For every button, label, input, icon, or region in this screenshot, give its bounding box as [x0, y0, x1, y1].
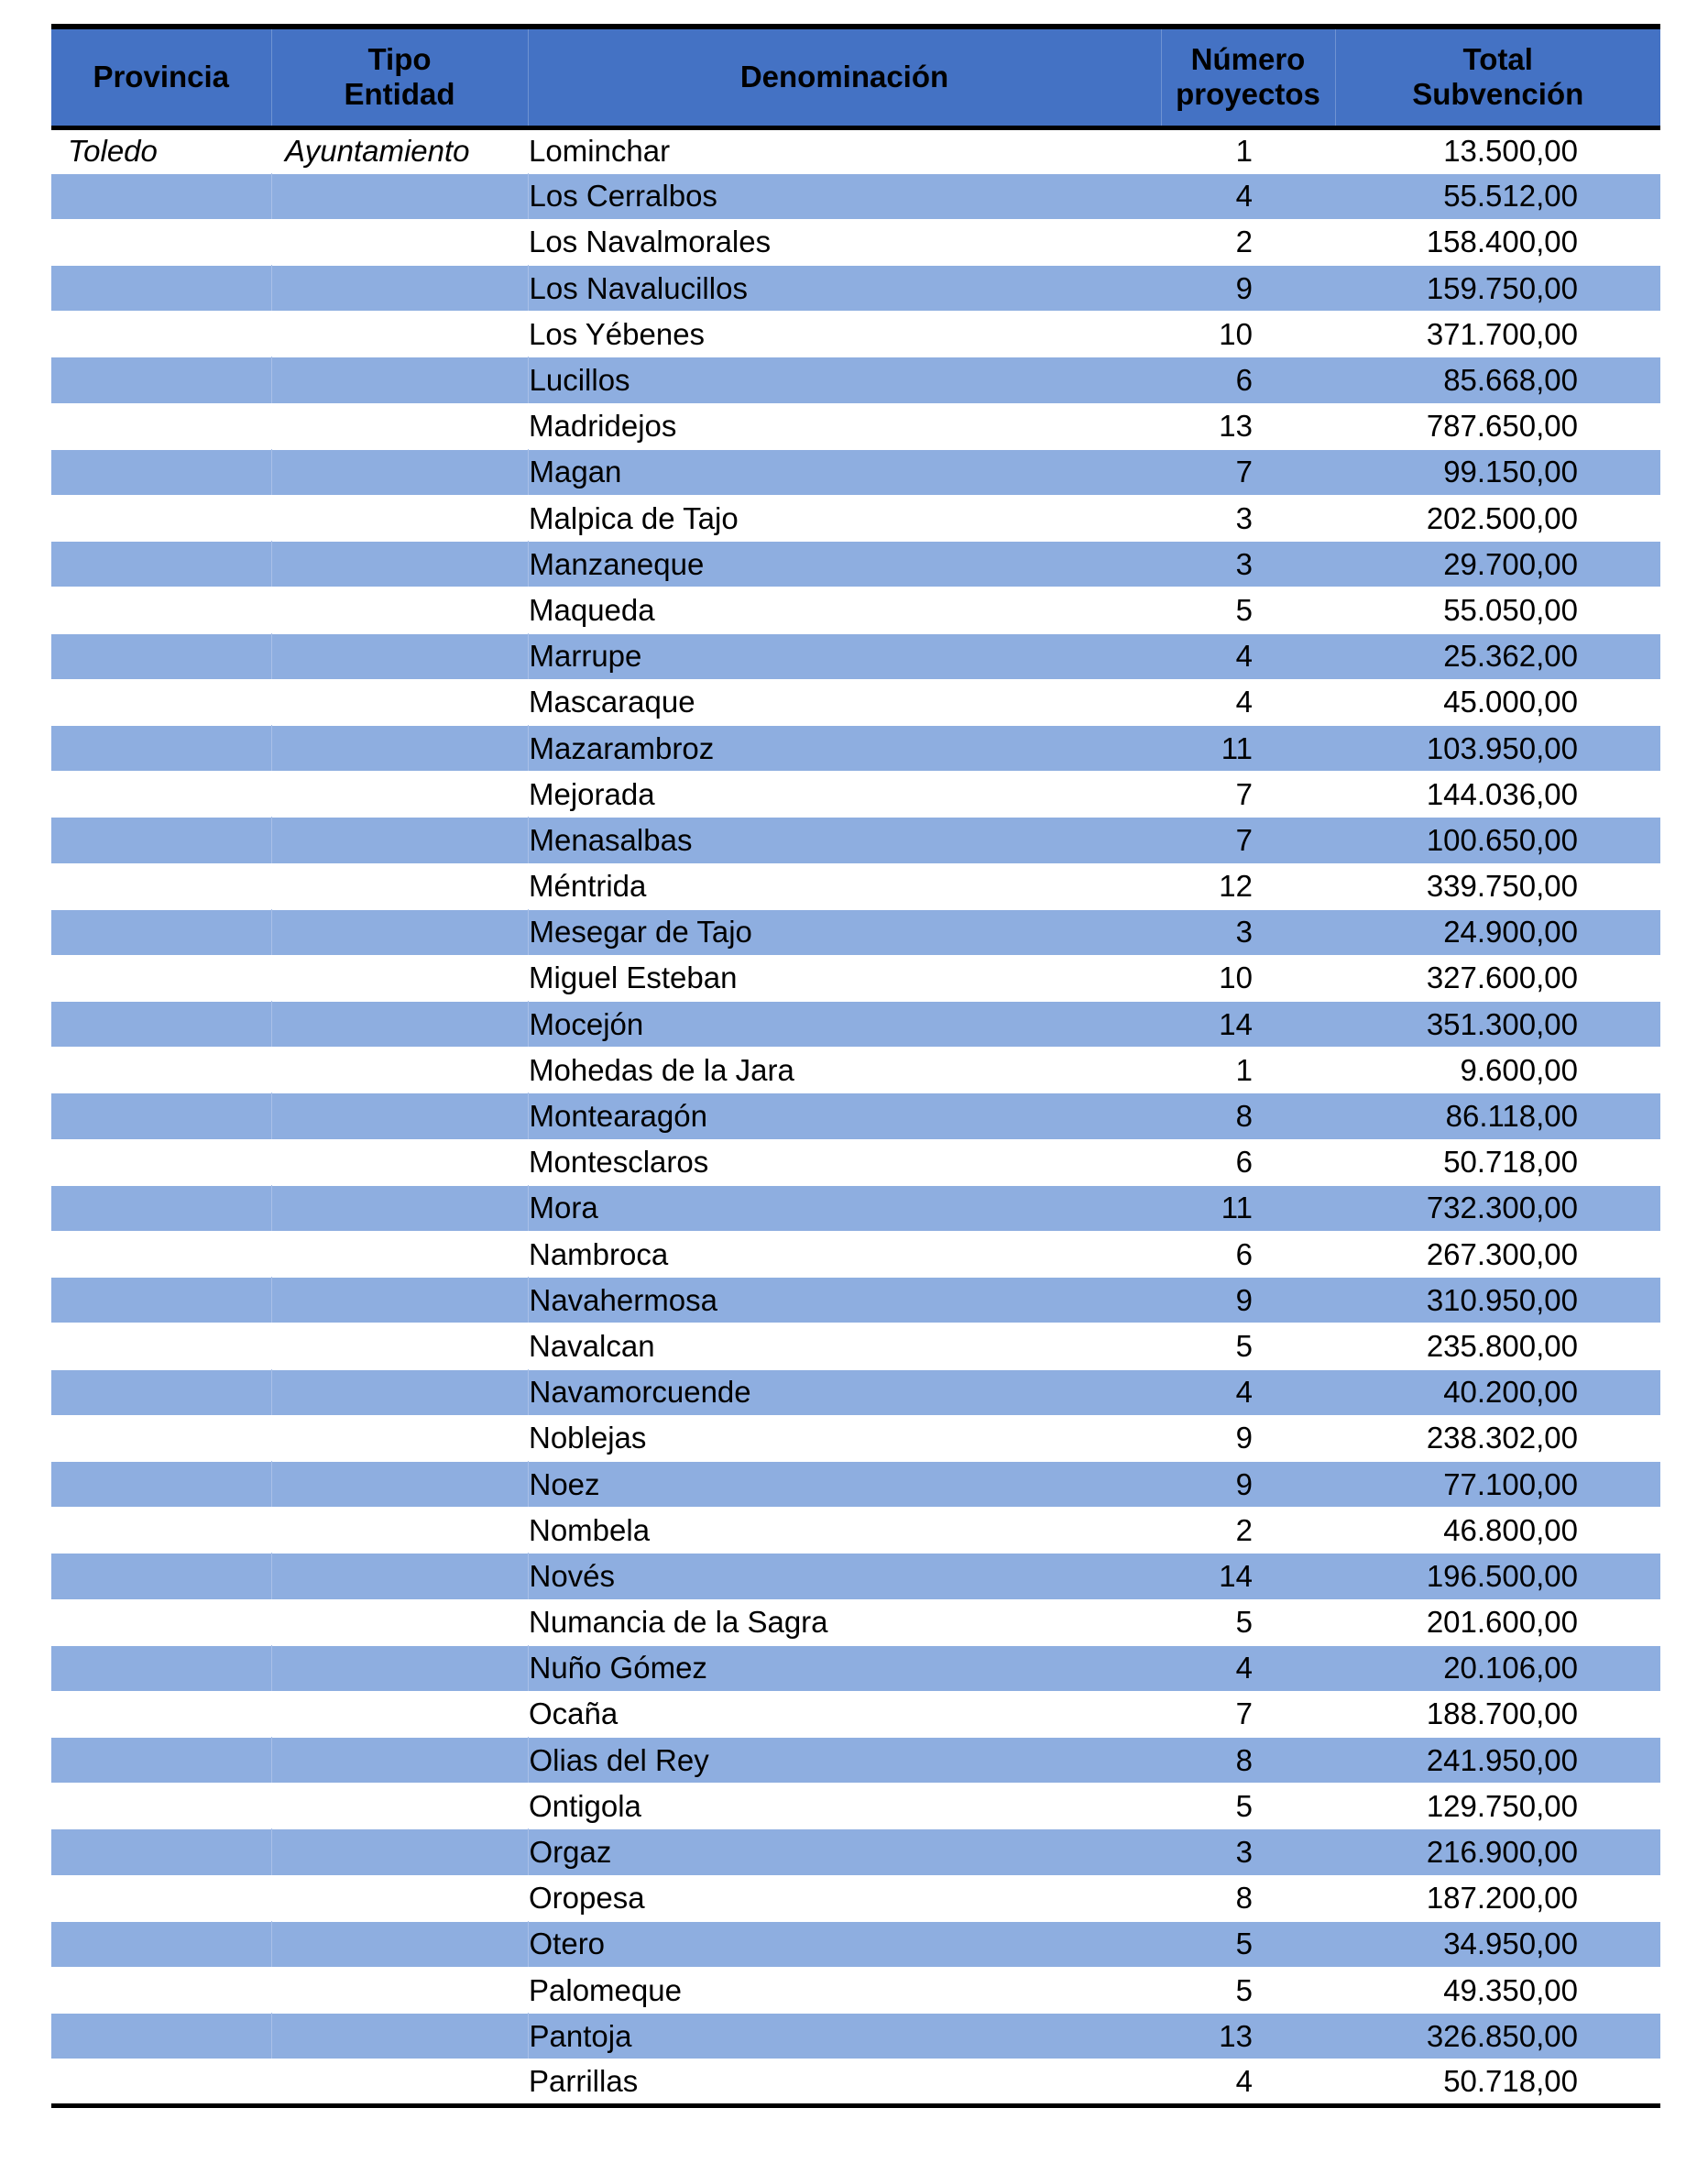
cell-tipo-entidad — [271, 1461, 528, 1507]
cell-denominacion: Navamorcuende — [528, 1369, 1161, 1415]
cell-tipo-entidad — [271, 1508, 528, 1554]
cell-denominacion: Los Navalmorales — [529, 225, 772, 259]
cell-provincia — [51, 909, 271, 955]
cell-total-subvencion: 99.150,00 — [1335, 449, 1660, 495]
cell-numero-proyectos: 10 — [1219, 316, 1253, 351]
cell-tipo-entidad — [271, 449, 528, 495]
table-header — [51, 27, 1660, 127]
cell-total-subvencion: 327.600,00 — [1426, 961, 1578, 995]
cell-numero-proyectos: 6 — [1235, 1236, 1253, 1271]
cell-total-subvencion: 86.118,00 — [1335, 1093, 1660, 1139]
cell-provincia — [51, 587, 271, 633]
cell-numero-proyectos: 9 — [1235, 1421, 1253, 1455]
cell-total-subvencion: 371.700,00 — [1426, 316, 1578, 351]
cell-provincia — [51, 1415, 271, 1461]
header-total-subvencion-line: Total — [1462, 42, 1533, 77]
table-row — [51, 1508, 1660, 1554]
table-row — [51, 1369, 1660, 1415]
cell-provincia — [51, 496, 271, 542]
cell-numero-proyectos: 3 — [1235, 500, 1253, 535]
cell-denominacion: Mocejón — [528, 1002, 1161, 1048]
cell-denominacion: Lucillos — [528, 357, 1161, 403]
cell-denominacion: Orgaz — [528, 1829, 1161, 1875]
header-total-subvencion — [1335, 27, 1660, 127]
subsidy-table-container — [51, 24, 1660, 2108]
cell-provincia — [51, 266, 271, 312]
cell-total-subvencion: 49.350,00 — [1443, 1972, 1578, 2007]
cell-total-subvencion: 351.300,00 — [1335, 1002, 1660, 1048]
cell-tipo-entidad — [271, 955, 528, 1001]
cell-total-subvencion: 50.718,00 — [1335, 2059, 1660, 2105]
table-row — [51, 449, 1660, 495]
cell-tipo-entidad — [271, 1599, 528, 1645]
cell-tipo-entidad — [271, 1691, 528, 1737]
cell-numero-proyectos: 11 — [1161, 1185, 1335, 1231]
table-row — [51, 1093, 1660, 1139]
cell-numero-proyectos: 7 — [1161, 449, 1335, 495]
table-row — [51, 403, 1660, 449]
header-provincia-line: Provincia — [93, 60, 230, 94]
cell-total-subvencion: 55.050,00 — [1443, 592, 1578, 627]
table-row — [51, 1645, 1660, 1691]
cell-denominacion: Olias del Rey — [528, 1738, 1161, 1784]
cell-denominacion: Nambroca — [529, 1236, 669, 1271]
table-row — [51, 772, 1660, 818]
cell-total-subvencion: 144.036,00 — [1426, 776, 1578, 811]
cell-provincia — [51, 1738, 271, 1784]
cell-total-subvencion: 103.950,00 — [1335, 725, 1660, 771]
table-row — [51, 542, 1660, 587]
cell-numero-proyectos: 10 — [1219, 961, 1253, 995]
cell-provincia — [51, 955, 271, 1001]
cell-total-subvencion: 188.700,00 — [1426, 1696, 1578, 1731]
cell-total-subvencion: 29.700,00 — [1335, 542, 1660, 587]
header-total-subvencion-line: Subvención — [1412, 77, 1584, 112]
cell-denominacion: Manzaneque — [528, 542, 1161, 587]
cell-provincia — [51, 1784, 271, 1829]
cell-tipo-entidad — [271, 1645, 528, 1691]
cell-provincia — [51, 2014, 271, 2059]
cell-tipo-entidad — [271, 1369, 528, 1415]
cell-provincia — [51, 1645, 271, 1691]
cell-provincia — [51, 1508, 271, 1554]
header-numero-proyectos — [1161, 27, 1335, 127]
table-row — [51, 1784, 1660, 1829]
cell-total-subvencion: 339.750,00 — [1426, 869, 1578, 904]
cell-provincia — [51, 1875, 271, 1921]
cell-provincia — [51, 357, 271, 403]
cell-total-subvencion: 201.600,00 — [1426, 1605, 1578, 1640]
cell-tipo-entidad — [271, 496, 528, 542]
table-row — [51, 1278, 1660, 1323]
cell-tipo-entidad — [271, 863, 528, 909]
cell-numero-proyectos: 7 — [1235, 776, 1253, 811]
header-tipo-entidad-line: Entidad — [344, 77, 455, 112]
table-row — [51, 266, 1660, 312]
cell-numero-proyectos: 3 — [1161, 909, 1335, 955]
cell-numero-proyectos: 9 — [1161, 266, 1335, 312]
cell-provincia — [51, 1002, 271, 1048]
cell-numero-proyectos: 9 — [1161, 1461, 1335, 1507]
cell-total-subvencion: 267.300,00 — [1426, 1236, 1578, 1271]
cell-tipo-entidad — [271, 772, 528, 818]
cell-provincia — [51, 863, 271, 909]
table-row — [51, 955, 1660, 1001]
cell-tipo-entidad — [271, 1784, 528, 1829]
cell-total-subvencion: 241.950,00 — [1335, 1738, 1660, 1784]
cell-numero-proyectos: 3 — [1161, 542, 1335, 587]
cell-denominacion: Montesclaros — [529, 1145, 709, 1180]
cell-total-subvencion: 45.000,00 — [1443, 685, 1578, 719]
cell-total-subvencion: 55.512,00 — [1335, 173, 1660, 219]
cell-tipo-entidad — [271, 219, 528, 265]
cell-numero-proyectos: 5 — [1235, 1328, 1253, 1363]
cell-numero-proyectos: 8 — [1235, 1881, 1253, 1916]
cell-denominacion: Magan — [528, 449, 1161, 495]
table-row — [51, 1415, 1660, 1461]
cell-total-subvencion: 326.850,00 — [1335, 2014, 1660, 2059]
table-row — [51, 1875, 1660, 1921]
cell-denominacion: Madridejos — [529, 409, 677, 444]
cell-provincia — [51, 818, 271, 863]
cell-denominacion: Los Yébenes — [529, 316, 706, 351]
cell-tipo-entidad — [271, 1738, 528, 1784]
cell-numero-proyectos: 5 — [1235, 1788, 1253, 1823]
cell-provincia — [51, 1599, 271, 1645]
cell-provincia — [51, 1185, 271, 1231]
table-row — [51, 1968, 1660, 2014]
cell-tipo-entidad — [271, 633, 528, 679]
cell-tipo-entidad — [271, 403, 528, 449]
cell-provincia — [51, 2059, 271, 2105]
cell-denominacion: Malpica de Tajo — [529, 500, 739, 535]
table-row — [51, 312, 1660, 357]
cell-tipo-entidad — [271, 1278, 528, 1323]
table-row — [51, 1048, 1660, 1093]
cell-provincia — [51, 312, 271, 357]
cell-numero-proyectos: 6 — [1235, 1145, 1253, 1180]
cell-denominacion: Noblejas — [529, 1421, 647, 1455]
cell-provincia — [51, 1369, 271, 1415]
table-body — [51, 127, 1660, 2105]
table-row — [51, 1323, 1660, 1369]
cell-tipo-entidad — [271, 679, 528, 725]
cell-provincia — [51, 403, 271, 449]
table-row — [51, 357, 1660, 403]
table-row — [51, 1738, 1660, 1784]
header-numero-proyectos-line: proyectos — [1176, 77, 1320, 112]
cell-total-subvencion: 24.900,00 — [1335, 909, 1660, 955]
cell-provincia — [51, 1048, 271, 1093]
cell-numero-proyectos: 4 — [1161, 633, 1335, 679]
cell-tipo-entidad — [271, 1002, 528, 1048]
cell-provincia — [51, 1921, 271, 1967]
cell-total-subvencion: 732.300,00 — [1335, 1185, 1660, 1231]
cell-denominacion: Mejorada — [529, 776, 655, 811]
cell-tipo-entidad — [271, 1829, 528, 1875]
cell-total-subvencion: 77.100,00 — [1335, 1461, 1660, 1507]
cell-total-subvencion: 20.106,00 — [1335, 1645, 1660, 1691]
table-row — [51, 2059, 1660, 2105]
cell-total-subvencion: 85.668,00 — [1335, 357, 1660, 403]
cell-total-subvencion: 129.750,00 — [1426, 1788, 1578, 1823]
cell-total-subvencion: 40.200,00 — [1335, 1369, 1660, 1415]
table-row — [51, 127, 1660, 173]
cell-denominacion: Montearagón — [528, 1093, 1161, 1139]
cell-tipo-entidad: Ayuntamiento — [285, 134, 470, 169]
cell-tipo-entidad — [271, 587, 528, 633]
cell-denominacion: Noez — [528, 1461, 1161, 1507]
cell-tipo-entidad — [271, 1048, 528, 1093]
cell-total-subvencion: 159.750,00 — [1335, 266, 1660, 312]
cell-numero-proyectos: 7 — [1161, 818, 1335, 863]
cell-tipo-entidad — [271, 1921, 528, 1967]
cell-denominacion: Otero — [528, 1921, 1161, 1967]
cell-denominacion: Nombela — [529, 1512, 651, 1547]
cell-provincia — [51, 772, 271, 818]
cell-provincia — [51, 633, 271, 679]
table-row — [51, 909, 1660, 955]
cell-tipo-entidad — [271, 2059, 528, 2105]
header-numero-proyectos-line: Número — [1190, 42, 1306, 77]
cell-numero-proyectos: 1 — [1235, 134, 1253, 169]
table-row — [51, 1185, 1660, 1231]
cell-denominacion: Mazarambroz — [528, 725, 1161, 771]
cell-denominacion: Mesegar de Tajo — [528, 909, 1161, 955]
cell-denominacion: Navahermosa — [528, 1278, 1161, 1323]
cell-denominacion: Novés — [528, 1554, 1161, 1599]
cell-denominacion: Ontigola — [529, 1788, 641, 1823]
cell-denominacion: Mascaraque — [529, 685, 695, 719]
cell-provincia — [51, 725, 271, 771]
cell-total-subvencion: 787.650,00 — [1426, 409, 1578, 444]
table-row — [51, 818, 1660, 863]
table-row — [51, 633, 1660, 679]
cell-denominacion: Nuño Gómez — [528, 1645, 1161, 1691]
cell-provincia — [51, 219, 271, 265]
cell-provincia — [51, 449, 271, 495]
cell-total-subvencion: 9.600,00 — [1460, 1052, 1578, 1087]
header-provincia — [51, 27, 271, 127]
cell-tipo-entidad — [271, 266, 528, 312]
cell-total-subvencion: 216.900,00 — [1335, 1829, 1660, 1875]
cell-numero-proyectos: 13 — [1161, 2014, 1335, 2059]
cell-total-subvencion: 25.362,00 — [1335, 633, 1660, 679]
table-row — [51, 1554, 1660, 1599]
table-row — [51, 1599, 1660, 1645]
table-row — [51, 173, 1660, 219]
cell-denominacion: Ocaña — [529, 1696, 619, 1731]
cell-numero-proyectos: 13 — [1219, 409, 1253, 444]
table-row — [51, 1829, 1660, 1875]
cell-denominacion: Los Navalucillos — [528, 266, 1161, 312]
cell-denominacion: Palomeque — [529, 1972, 682, 2007]
cell-numero-proyectos: 3 — [1161, 1829, 1335, 1875]
cell-tipo-entidad — [271, 1093, 528, 1139]
header-denominacion-line: Denominación — [739, 60, 949, 94]
table-row — [51, 1139, 1660, 1185]
cell-denominacion: Numancia de la Sagra — [529, 1605, 828, 1640]
table-row — [51, 496, 1660, 542]
cell-denominacion: Marrupe — [528, 633, 1161, 679]
cell-total-subvencion: 196.500,00 — [1335, 1554, 1660, 1599]
cell-denominacion: Mora — [528, 1185, 1161, 1231]
cell-denominacion: Pantoja — [528, 2014, 1161, 2059]
cell-tipo-entidad — [271, 173, 528, 219]
cell-tipo-entidad — [271, 1415, 528, 1461]
cell-denominacion: Parrillas — [528, 2059, 1161, 2105]
cell-tipo-entidad — [271, 1185, 528, 1231]
table-row — [51, 863, 1660, 909]
cell-numero-proyectos: 6 — [1161, 357, 1335, 403]
header-row — [51, 27, 1660, 127]
cell-denominacion: Mohedas de la Jara — [529, 1052, 794, 1087]
header-tipo-entidad — [271, 27, 528, 127]
cell-total-subvencion: 46.800,00 — [1443, 1512, 1578, 1547]
cell-numero-proyectos: 4 — [1235, 685, 1253, 719]
cell-numero-proyectos: 4 — [1161, 1645, 1335, 1691]
cell-tipo-entidad — [271, 1323, 528, 1369]
subsidy-table — [51, 24, 1660, 2108]
cell-numero-proyectos: 2 — [1235, 225, 1253, 259]
cell-provincia — [51, 1691, 271, 1737]
cell-denominacion: Méntrida — [529, 869, 647, 904]
cell-denominacion: Lominchar — [529, 134, 671, 169]
cell-tipo-entidad — [271, 909, 528, 955]
cell-tipo-entidad — [271, 1232, 528, 1278]
cell-tipo-entidad — [271, 1875, 528, 1921]
cell-total-subvencion: 50.718,00 — [1443, 1145, 1578, 1180]
table-row — [51, 1921, 1660, 1967]
cell-numero-proyectos: 8 — [1161, 1093, 1335, 1139]
cell-provincia — [51, 1323, 271, 1369]
cell-provincia — [51, 1278, 271, 1323]
cell-total-subvencion: 187.200,00 — [1426, 1881, 1578, 1916]
cell-provincia — [51, 1829, 271, 1875]
table-row — [51, 587, 1660, 633]
cell-numero-proyectos: 8 — [1161, 1738, 1335, 1784]
cell-numero-proyectos: 4 — [1161, 173, 1335, 219]
cell-numero-proyectos: 9 — [1161, 1278, 1335, 1323]
cell-numero-proyectos: 5 — [1235, 1972, 1253, 2007]
header-denominacion — [528, 27, 1161, 127]
cell-denominacion: Oropesa — [529, 1881, 645, 1916]
cell-tipo-entidad — [271, 357, 528, 403]
cell-numero-proyectos: 4 — [1161, 2059, 1335, 2105]
cell-numero-proyectos: 11 — [1161, 725, 1335, 771]
cell-denominacion: Maqueda — [529, 592, 655, 627]
cell-tipo-entidad — [271, 818, 528, 863]
cell-numero-proyectos: 5 — [1161, 1921, 1335, 1967]
cell-provincia — [51, 542, 271, 587]
cell-numero-proyectos: 4 — [1161, 1369, 1335, 1415]
cell-numero-proyectos: 12 — [1219, 869, 1253, 904]
cell-denominacion: Miguel Esteban — [529, 961, 738, 995]
table-row — [51, 2014, 1660, 2059]
table-row — [51, 725, 1660, 771]
cell-numero-proyectos: 5 — [1235, 592, 1253, 627]
table-row — [51, 219, 1660, 265]
cell-tipo-entidad — [271, 1554, 528, 1599]
table-row — [51, 1232, 1660, 1278]
cell-tipo-entidad — [271, 542, 528, 587]
cell-total-subvencion: 158.400,00 — [1426, 225, 1578, 259]
cell-numero-proyectos: 7 — [1235, 1696, 1253, 1731]
cell-provincia — [51, 1968, 271, 2014]
cell-denominacion: Menasalbas — [528, 818, 1161, 863]
cell-total-subvencion: 202.500,00 — [1426, 500, 1578, 535]
cell-numero-proyectos: 5 — [1235, 1605, 1253, 1640]
cell-total-subvencion: 13.500,00 — [1443, 134, 1578, 169]
cell-total-subvencion: 100.650,00 — [1335, 818, 1660, 863]
cell-denominacion: Los Cerralbos — [528, 173, 1161, 219]
cell-total-subvencion: 34.950,00 — [1335, 1921, 1660, 1967]
cell-total-subvencion: 238.302,00 — [1426, 1421, 1578, 1455]
cell-denominacion: Navalcan — [529, 1328, 655, 1363]
table-row — [51, 1691, 1660, 1737]
cell-provincia — [51, 1093, 271, 1139]
header-tipo-entidad-line: Tipo — [367, 42, 432, 77]
cell-numero-proyectos: 2 — [1235, 1512, 1253, 1547]
cell-provincia — [51, 173, 271, 219]
cell-numero-proyectos: 14 — [1161, 1554, 1335, 1599]
cell-provincia: Toledo — [68, 134, 158, 169]
cell-tipo-entidad — [271, 312, 528, 357]
cell-provincia — [51, 1232, 271, 1278]
cell-tipo-entidad — [271, 725, 528, 771]
cell-tipo-entidad — [271, 1139, 528, 1185]
table-row — [51, 679, 1660, 725]
table-row — [51, 1461, 1660, 1507]
cell-total-subvencion: 235.800,00 — [1426, 1328, 1578, 1363]
cell-numero-proyectos: 1 — [1235, 1052, 1253, 1087]
cell-tipo-entidad — [271, 1968, 528, 2014]
cell-numero-proyectos: 14 — [1161, 1002, 1335, 1048]
cell-provincia — [51, 1554, 271, 1599]
cell-provincia — [51, 679, 271, 725]
cell-provincia — [51, 1139, 271, 1185]
table-row — [51, 1002, 1660, 1048]
cell-tipo-entidad — [271, 2014, 528, 2059]
cell-provincia — [51, 1461, 271, 1507]
cell-total-subvencion: 310.950,00 — [1335, 1278, 1660, 1323]
